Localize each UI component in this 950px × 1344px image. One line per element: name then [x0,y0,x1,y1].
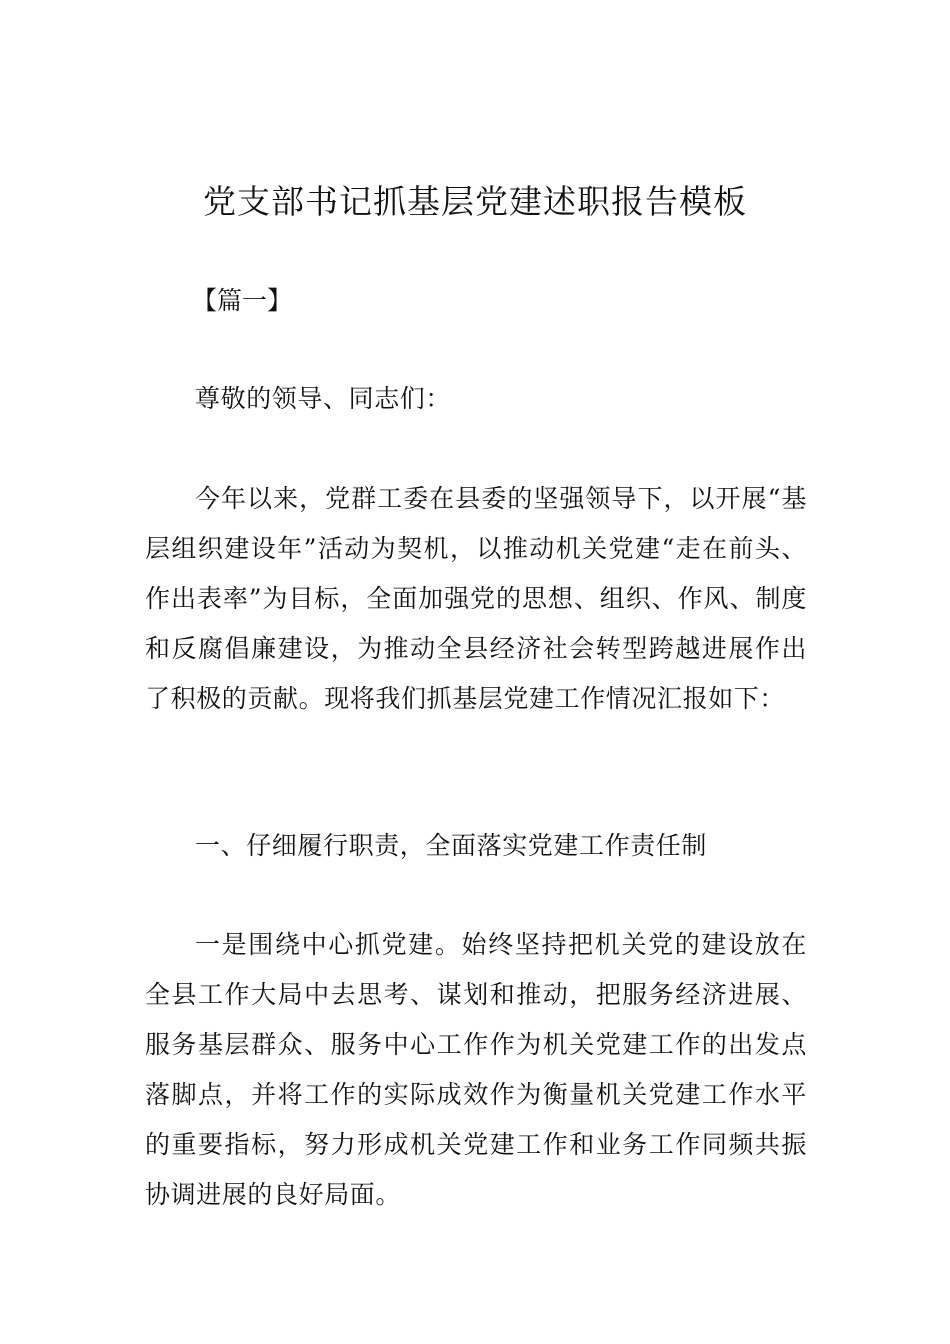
paragraph-2: 一是围绕中心抓党建。始终坚持把机关党的建设放在全县工作大局中去思考、谋划和推动，把服务经济进展、服务基层群众、服务中心工作作为机关党建工作的出发点落脚点，并将工作的实际成效作为衡量机关党建工作水平的重要指标，努力形成机关党建工作和业务工作同频共振协调进展的良好局面。 [145,930,807,1209]
section-heading-1: 一、仔细履行职责，全面落实党建工作责任制 [195,831,708,860]
salutation: 尊敬的领导、同志们： [195,384,452,413]
document-title: 党支部书记抓基层党建述职报告模板 [203,182,747,221]
section-tag: 【篇一】 [192,286,293,315]
paragraph-1: 今年以来，党群工委在县委的坚强领导下，以开展“基层组织建设年”活动为契机，以推动机关党建“走在前头、作出表率”为目标，全面加强党的思想、组织、作风、制度和反腐倡廉建设，为推动全县经济社会转型跨越进展作出了积极的贡献。现将我们抓基层党建工作情况汇报如下： [145,484,807,713]
